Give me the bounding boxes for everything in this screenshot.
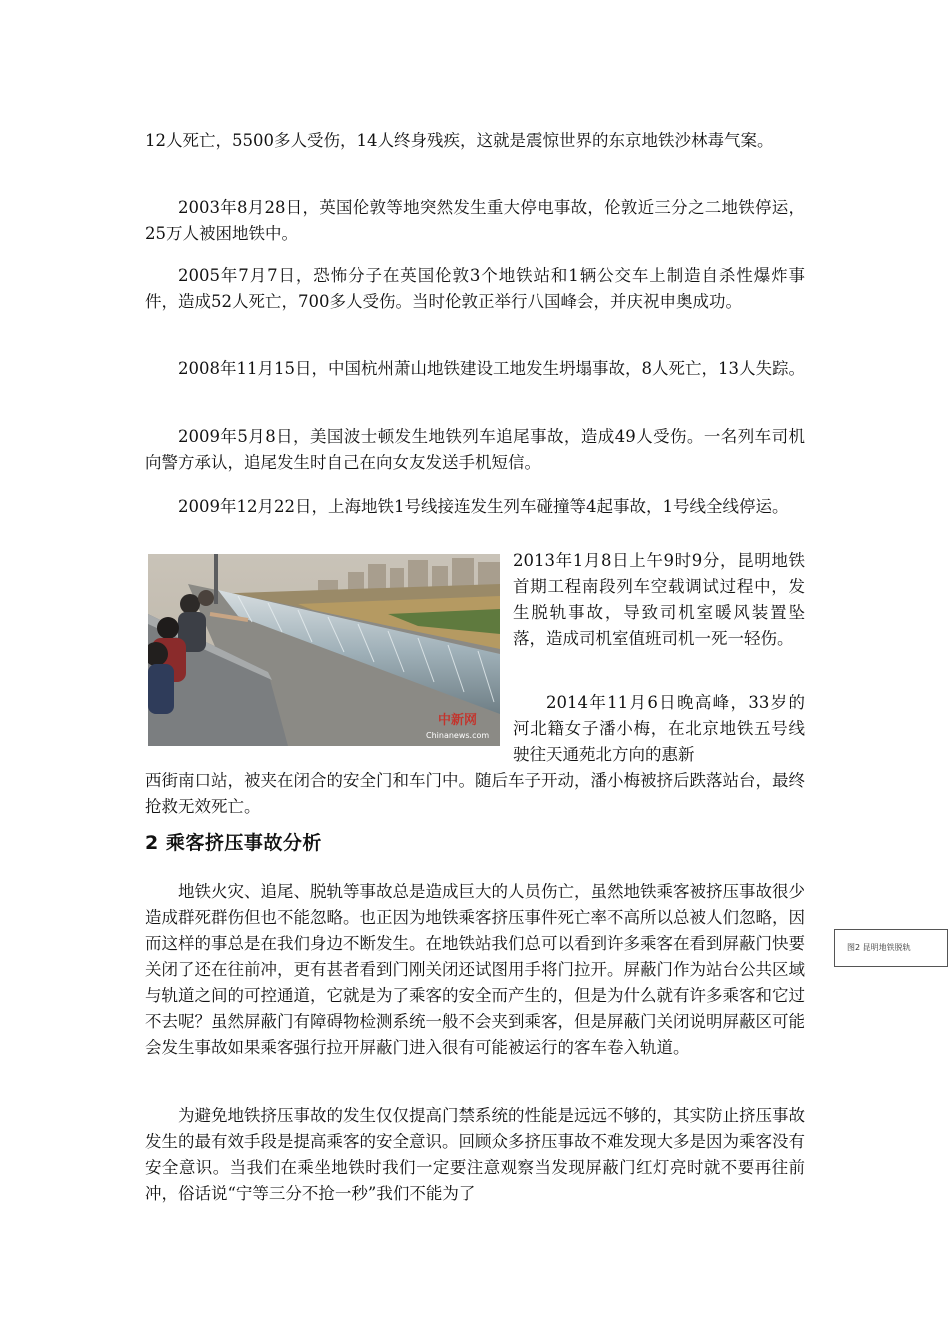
paragraph-london-blackout: 2003年8月28日，英国伦敦等地突然发生重大停电事故，伦敦近三分之二地铁停运，25万人被困地铁中。 — [145, 198, 805, 243]
paragraph-london-bombing: 2005年7月7日，恐怖分子在英国伦敦3个地铁站和1辆公交车上制造自杀性爆炸事件，造成52人死亡，700多人受伤。当时伦敦正举行八国峰会，并庆祝申奥成功。 — [145, 266, 805, 311]
section-heading: 2 乘客挤压事故分析 — [145, 832, 322, 854]
watermark-text: 中新网 — [438, 713, 478, 728]
paragraph-sarin: 12人死亡，5500多人受伤，14人终身残疾，这就是震惊世界的东京地铁沙林毒气案。 — [145, 131, 774, 150]
paragraph-shanghai-collision: 2009年12月22日，上海地铁1号线接连发生列车碰撞等4起事故，1号线全线停运。 — [178, 497, 789, 516]
paragraph-safety-awareness: 为避免地铁挤压事故的发生仅仅提高门禁系统的性能是远远不够的，其实防止挤压事故发生的最有效手段是提高乘客的安全意识。回顾众多挤压事故不难发现大多是因为乘客没有安全意识。当我们在乘坐地铁时我们一定要注意观察当发现屏蔽门红灯亮时就不要再往前冲，俗话说“宁等三分不抢一秒”我们不能为了 — [145, 1106, 805, 1203]
paragraph-beijing-accident-start: 2014年11月6日晚高峰，33岁的河北籍女子潘小梅，在北京地铁五号线驶往天通苑北方向的惠新 — [513, 693, 805, 764]
figure-caption: 图2 昆明地铁脱轨 — [834, 929, 948, 967]
paragraph-beijing-accident-cont: 西街南口站，被夹在闭合的安全门和车门中。随后车子开动，潘小梅被挤后跌落站台，最终抢救无效死亡。 — [145, 771, 805, 816]
paragraph-boston-collision: 2009年5月8日，美国波士顿发生地铁列车追尾事故，造成49人受伤。一名列车司机向警方承认，追尾发生时自己在向女友发送手机短信。 — [145, 427, 805, 472]
paragraph-hangzhou-collapse: 2008年11月15日，中国杭州萧山地铁建设工地发生坍塌事故，8人死亡，13人失踪。 — [178, 359, 805, 378]
kunming-derailment-photo — [148, 554, 500, 746]
paragraph-kunming-derailment: 2013年1月8日上午9时9分，昆明地铁首期工程南段列车空载调试过程中，发生脱轨事故，导致司机室暖风装置坠落，造成司机室值班司机一死一轻伤。 — [513, 551, 805, 648]
watermark-subtext: Chinanews.com — [426, 731, 490, 740]
paragraph-squeeze-analysis: 地铁火灾、追尾、脱轨等事故总是造成巨大的人员伤亡，虽然地铁乘客被挤压事故很少造成群死群伤但也不能忽略。也正因为地铁乘客挤压事件死亡率不高所以总被人们忽略，因而这样的事总是在我们身边不断发生。在地铁站我们总可以看到许多乘客在看到屏蔽门快要关闭了还在往前冲，更有甚者看到门刚关闭还试图用手将门拉开。屏蔽门作为站台公共区域与轨道之间的可控通道，它就是为了乘客的安全而产生的，但是为什么就有许多乘客和它过不去呢？虽然屏蔽门有障碍物检测系统一般不会夹到乘客，但是屏蔽门关闭说明屏蔽区可能会发生事故如果乘客强行拉开屏蔽门进入很有可能被运行的客车卷入轨道。 — [145, 882, 805, 1057]
